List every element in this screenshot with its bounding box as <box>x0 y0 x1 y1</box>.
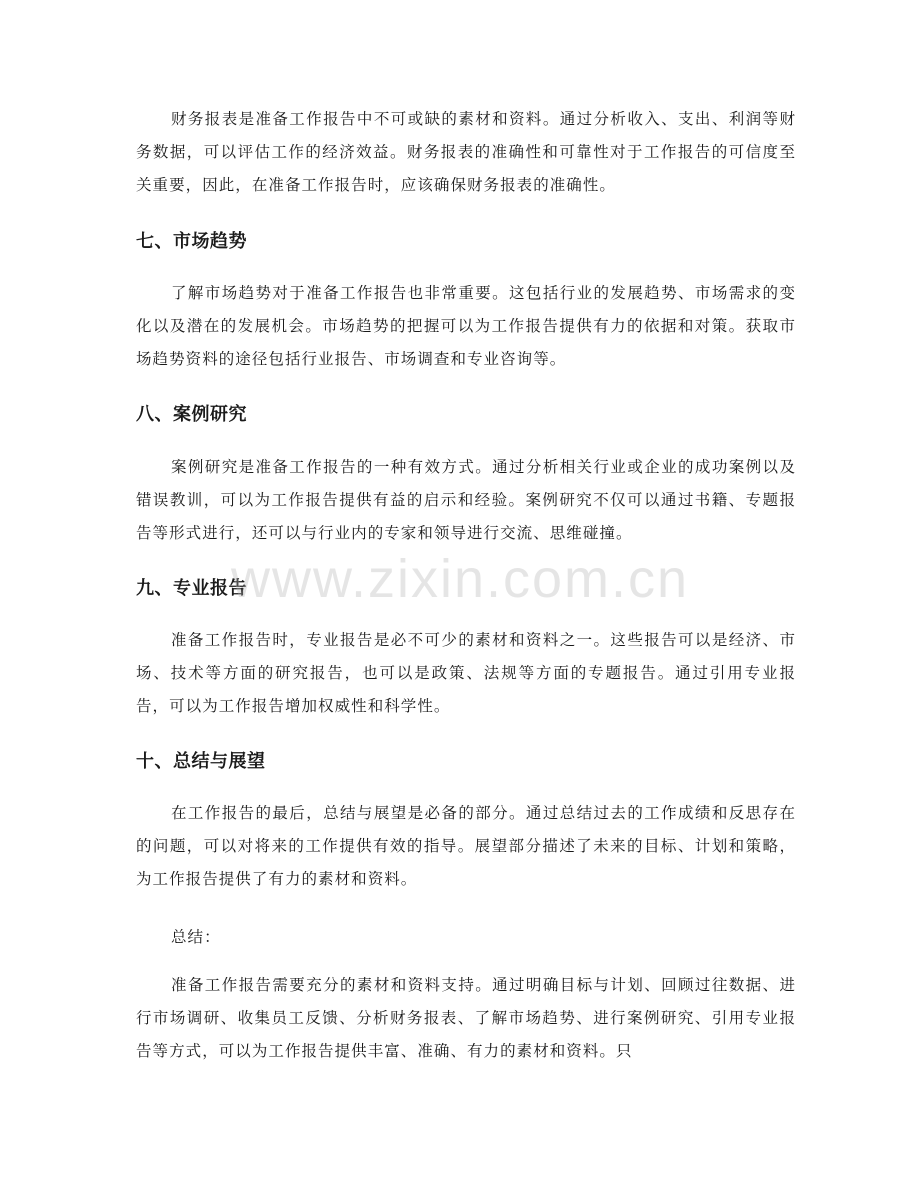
summary-label: 总结： <box>171 928 221 946</box>
heading-case-studies: 八、案例研究 <box>136 404 247 425</box>
paragraph-market-trends: 了解市场趋势对于准备工作报告也非常重要。这包括行业的发展趋势、市场需求的变化以及潜在的发展机会。市场趋势的把握可以为工作报告提供有力的依据和对策。获取市场趋势资料的途径包括行业报告、市场调查和专业咨询等。 <box>136 284 796 368</box>
paragraph-summary-outlook: 在工作报告的最后，总结与展望是必备的部分。通过总结过去的工作成绩和反思存在的问题，可以对将来的工作提供有效的指导。展望部分描述了未来的目标、计划和策略，为工作报告提供了有力的素材和资料。 <box>136 804 796 888</box>
heading-professional-reports: 九、专业报告 <box>136 578 247 599</box>
paragraph-financial-statements: 财务报表是准备工作报告中不可或缺的素材和资料。通过分析收入、支出、利润等财务数据，可以评估工作的经济效益。财务报表的准确性和可靠性对于工作报告的可信度至关重要，因此，在准备工作报告时，应该确保财务报表的准确性。 <box>136 110 796 194</box>
watermark: www.zixin.com.cn <box>230 549 690 609</box>
paragraph-professional-reports: 准备工作报告时，专业报告是必不可少的素材和资料之一。这些报告可以是经济、市场、技术等方面的研究报告，也可以是政策、法规等方面的专题报告。通过引用专业报告，可以为工作报告增加权威性和科学性。 <box>136 631 796 715</box>
paragraph-conclusion: 准备工作报告需要充分的素材和资料支持。通过明确目标与计划、回顾过往数据、进行市场调研、收集员工反馈、分析财务报表、了解市场趋势、进行案例研究、引用专业报告等方式，可以为工作报告提供丰富、准确、有力的素材和资料。只 <box>136 976 796 1060</box>
heading-summary-outlook: 十、总结与展望 <box>136 751 266 772</box>
paragraph-case-studies: 案例研究是准备工作报告的一种有效方式。通过分析相关行业或企业的成功案例以及错误教训，可以为工作报告提供有益的启示和经验。案例研究不仅可以通过书籍、专题报告等形式进行，还可以与行业内的专家和领导进行交流、思维碰撞。 <box>136 458 796 542</box>
heading-market-trends: 七、市场趋势 <box>136 231 247 252</box>
